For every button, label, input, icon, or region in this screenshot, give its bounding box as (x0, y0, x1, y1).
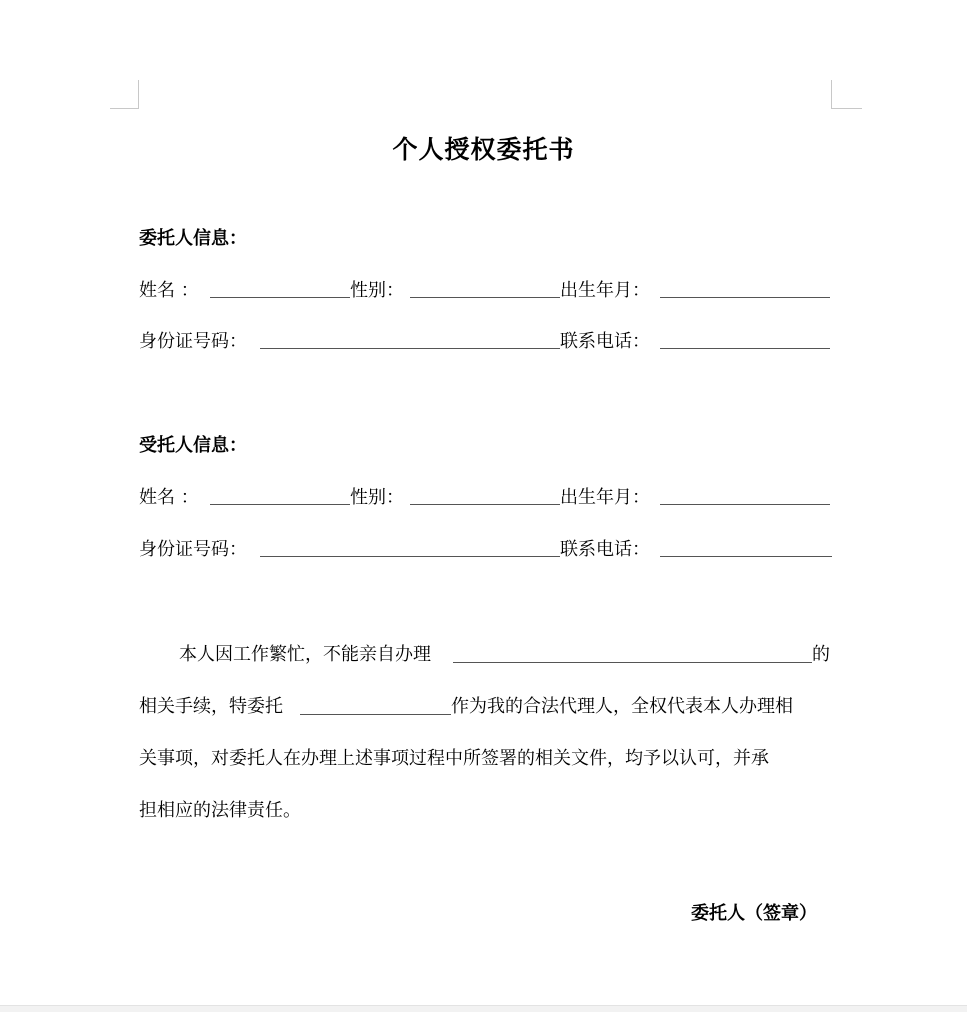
principal-phone-field[interactable] (660, 348, 830, 349)
margin-corner-mark (110, 108, 139, 109)
principal-name-field[interactable] (210, 297, 350, 298)
principal-gender-label: 性别： (350, 280, 404, 301)
agent-name-field[interactable] (210, 504, 350, 505)
body-line-1 (139, 640, 833, 666)
body-line-3 (139, 744, 833, 770)
body-line-2-end: 作为我的合法代理人，全权代表本人办理相 (451, 696, 793, 717)
agent-phone-field[interactable] (660, 556, 832, 557)
agent-gender-label: 性别： (350, 487, 404, 508)
agent-gender-field[interactable] (410, 504, 560, 505)
agent-birth-label: 出生年月： (560, 487, 650, 508)
principal-row-basic (139, 276, 833, 302)
matter-field[interactable] (453, 662, 812, 663)
body-line-2-start: 相关手续，特委托 (139, 696, 283, 717)
principal-id-field[interactable] (260, 348, 560, 349)
body-line-1-start: 本人因工作繁忙，不能亲自办理 (179, 644, 431, 665)
principal-gender-field[interactable] (410, 297, 560, 298)
agent-birth-field[interactable] (660, 504, 830, 505)
signature-label: 委托人（签章） (691, 903, 817, 924)
page-bottom-edge (0, 1005, 967, 1012)
margin-corner-mark (138, 80, 139, 109)
agent-phone-label: 联系电话： (560, 539, 650, 560)
body-line-1-end: 的 (812, 644, 830, 665)
body-line-4-text: 担相应的法律责任。 (139, 800, 301, 821)
agent-id-field[interactable] (260, 556, 560, 557)
body-line-4 (139, 796, 833, 822)
principal-phone-label: 联系电话： (560, 331, 650, 352)
margin-corner-mark (831, 80, 832, 109)
principal-id-label: 身份证号码： (139, 331, 247, 352)
body-line-2 (139, 692, 833, 718)
margin-corner-mark (831, 108, 862, 109)
agent-name-label: 姓名 ： (139, 487, 199, 508)
principal-info-heading: 委托人信息： (139, 228, 247, 249)
agent-info-heading: 受托人信息： (139, 435, 247, 456)
agent-row-contact (139, 535, 833, 561)
principal-name-label: 姓名 ： (139, 280, 199, 301)
document-title: 个人授权委托书 (392, 135, 575, 164)
principal-row-contact (139, 327, 833, 353)
principal-birth-label: 出生年月： (560, 280, 650, 301)
body-line-3-text: 关事项，对委托人在办理上述事项过程中所签署的相关文件，均予以认可，并承 (139, 748, 769, 769)
agent-id-label: 身份证号码： (139, 539, 247, 560)
agent-row-basic (139, 483, 833, 509)
principal-birth-field[interactable] (660, 297, 830, 298)
agent-designee-field[interactable] (300, 714, 451, 715)
